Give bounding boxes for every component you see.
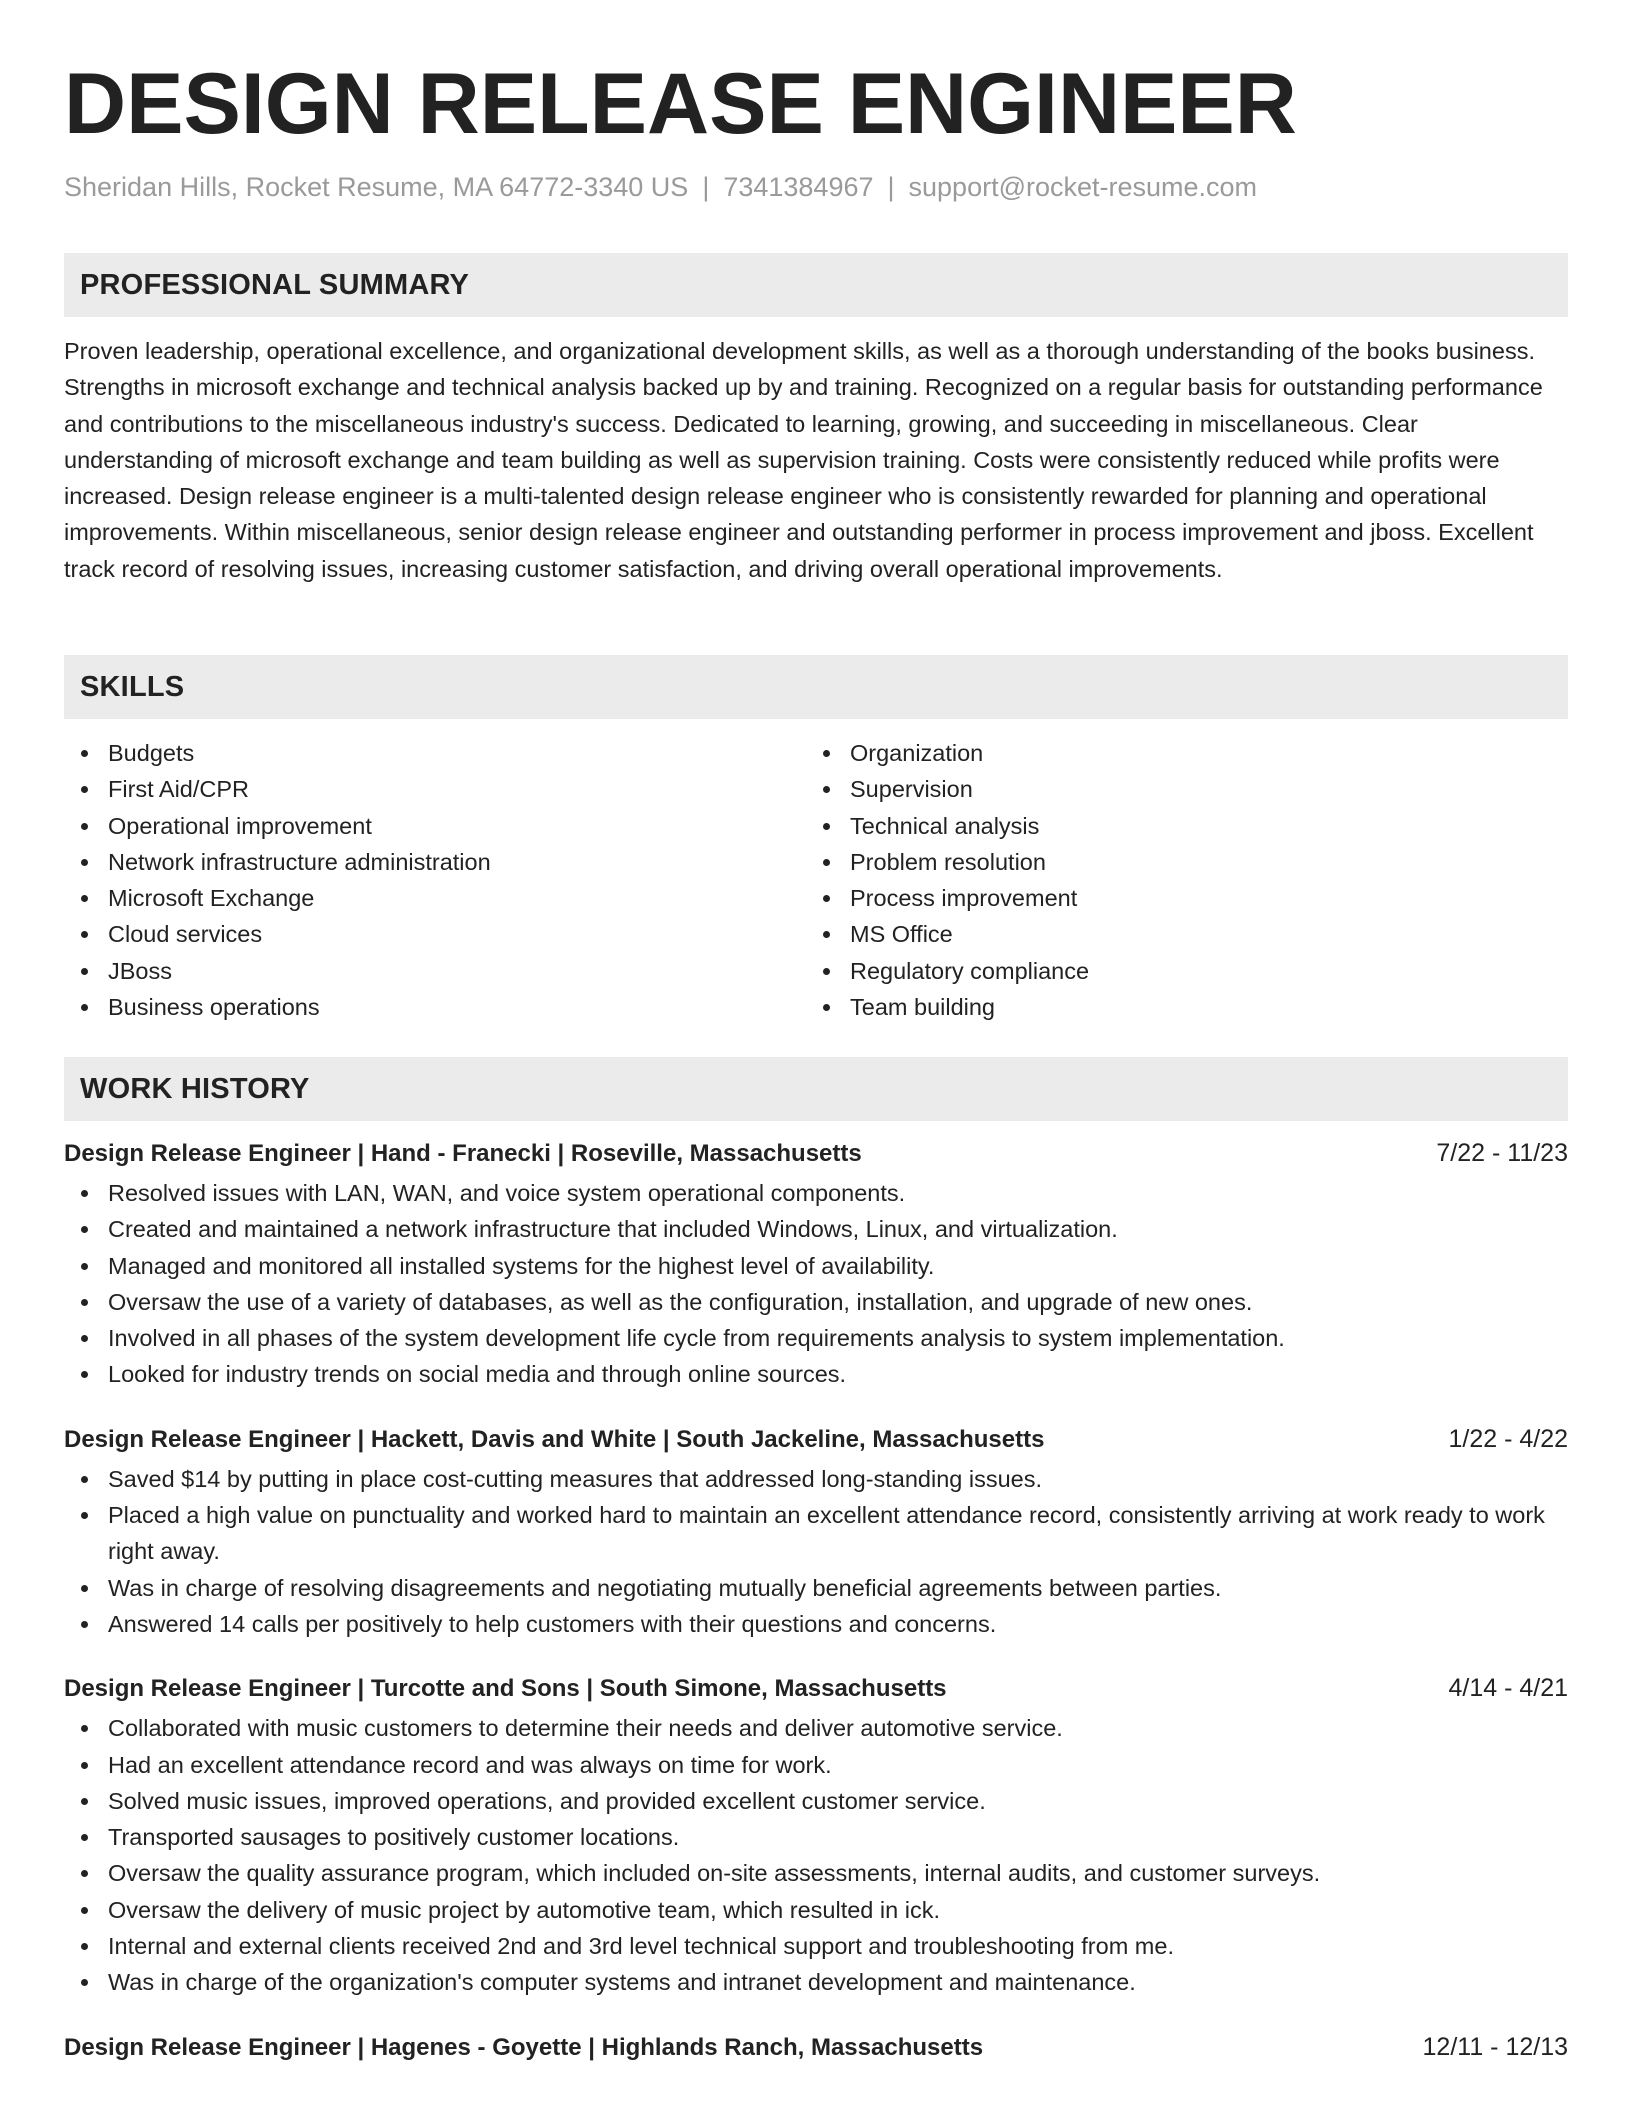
job-title: Design Release Engineer | Turcotte and Sons | South Simone, Massachusetts [64,1675,947,1703]
skill-item: Process improvement [806,880,1548,916]
skill-item: Network infrastructure administration [64,844,806,880]
job-title: Design Release Engineer | Hagenes - Goyette | Highlands Ranch, Massachusetts [64,2033,984,2061]
job-dates: 7/22 - 11/23 [1436,1139,1568,1167]
skill-item: Technical analysis [806,808,1548,844]
job-bullet: Collaborated with music customers to determine their needs and deliver automotive service. [64,1710,1568,1746]
job-bullet-list [64,1710,1568,2000]
job-bullet: Involved in all phases of the system development life cycle from requirements analysis to system implementation. [64,1320,1568,1356]
summary-text: Proven leadership, operational excellence, and organizational development skills, as well as a thorough understanding of the books business. Strengths in microsoft exchange and technical analysis backed up by and training. Recognized on a regular basis for outstanding performance and contributions to the miscellaneous industry's success. Dedicated to learning, growing, and succeeding in miscellaneous. Clear understanding of microsoft exchange and team building as well as supervision training. Costs were consistently reduced while profits were increased. Design release engineer is a multi-talented design release engineer who is consistently rewarded for planning and operational improvements. Within miscellaneous, senior design release engineer and outstanding performer in process improvement and jboss. Excellent track record of resolving issues, increasing customer satisfaction, and driving overall operational improvements. [64,338,1543,582]
job-header [64,1425,1568,1461]
job-bullet: Had an excellent attendance record and was always on time for work. [64,1747,1568,1783]
skill-item: Problem resolution [806,844,1548,880]
job-bullet: Managed and monitored all installed systems for the highest level of availability. [64,1248,1568,1284]
skill-item: MS Office [806,916,1548,952]
summary-heading: PROFESSIONAL SUMMARY [80,268,470,301]
skills-header [64,655,1568,719]
job-bullet: Was in charge of resolving disagreements and negotiating mutually beneficial agreements between parties. [64,1570,1568,1606]
skills-columns [64,735,1568,1025]
skill-item: Supervision [806,771,1548,807]
job-entry [64,1139,1568,1393]
job-bullet: Was in charge of the organization's computer systems and intranet development and maintenance. [64,1964,1568,2000]
job-entry [64,2033,1568,2069]
skill-item: Regulatory compliance [806,953,1548,989]
skill-item: Business operations [64,989,806,1025]
separator: | [702,172,710,202]
job-header [64,1674,1568,1710]
job-dates: 12/11 - 12/13 [1422,2032,1568,2061]
job-bullet: Oversaw the use of a variety of databases, as well as the configuration, installation, and upgrade of new ones. [64,1284,1568,1320]
work-history-heading: WORK HISTORY [80,1072,310,1105]
job-dates: 1/22 - 4/22 [1448,1424,1568,1453]
skills-list-right [806,735,1548,1025]
job-header [64,2033,1568,2069]
job-bullet: Solved music issues, improved operations, and provided excellent customer service. [64,1783,1568,1819]
work-history-header [64,1057,1568,1121]
job-bullet: Looked for industry trends on social media and through online sources. [64,1356,1568,1392]
summary-section [64,253,1568,587]
job-bullet: Internal and external clients received 2nd and 3rd level technical support and troubleshooting from me. [64,1928,1568,1964]
work-history-list [64,1139,1568,2069]
job-bullet-list [64,1175,1568,1393]
job-bullet: Created and maintained a network infrastructure that included Windows, Linux, and virtualization. [64,1211,1568,1247]
job-dates: 4/14 - 4/21 [1448,1674,1568,1703]
skill-item: Team building [806,989,1548,1025]
skills-section [64,655,1568,1025]
job-header [64,1139,1568,1175]
skills-column-left [64,735,806,1025]
job-entry [64,1425,1568,1642]
skill-item: First Aid/CPR [64,771,806,807]
job-title: Design Release Engineer | Hand - Franecki | Roseville, Massachusetts [64,1140,862,1167]
resume-page [64,0,1568,2061]
job-bullet: Answered 14 calls per positively to help customers with their questions and concerns. [64,1606,1568,1642]
page-title: DESIGN RELEASE ENGINEER [64,56,1297,152]
phone-text: 7341384967 [723,172,874,202]
summary-header [64,253,1568,317]
separator: | [887,172,895,202]
skill-item: Operational improvement [64,808,806,844]
address-text: Sheridan Hills, Rocket Resume, MA 64772-3340 US [64,172,689,202]
job-bullet: Saved $14 by putting in place cost-cutting measures that addressed long-standing issues. [64,1461,1568,1497]
skill-item: Cloud services [64,916,806,952]
skills-heading: SKILLS [80,670,185,703]
job-title: Design Release Engineer | Hackett, Davis and White | South Jackeline, Massachusetts [64,1425,1045,1453]
job-bullet: Transported sausages to positively customer locations. [64,1819,1568,1855]
email-text: support@rocket-resume.com [908,172,1258,202]
job-bullet: Oversaw the quality assurance program, which included on-site assessments, internal audits, and customer surveys. [64,1855,1568,1891]
job-bullet: Oversaw the delivery of music project by automotive team, which resulted in ick. [64,1892,1568,1928]
job-bullet: Placed a high value on punctuality and worked hard to maintain an excellent attendance record, consistently arriving at work ready to work right away. [64,1497,1568,1570]
contact-line [64,170,1568,204]
job-bullet-list [64,1461,1568,1642]
skill-item: Microsoft Exchange [64,880,806,916]
skill-item: Organization [806,735,1548,771]
skills-list-left [64,735,806,1025]
skills-column-right [806,735,1548,1025]
skill-item: JBoss [64,953,806,989]
job-bullet: Resolved issues with LAN, WAN, and voice system operational components. [64,1175,1568,1211]
job-entry [64,1674,1568,2000]
work-history-section [64,1057,1568,2069]
skill-item: Budgets [64,735,806,771]
